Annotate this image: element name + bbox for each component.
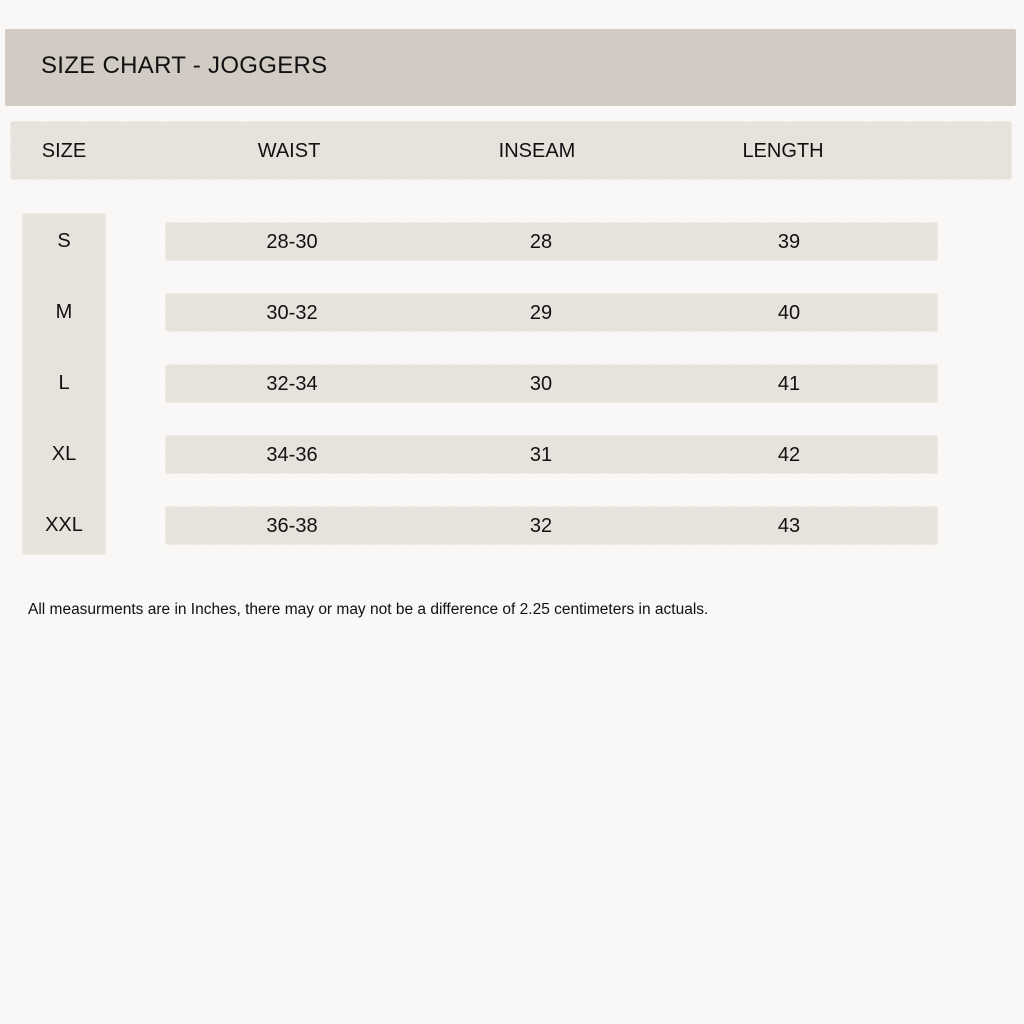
table-row	[165, 506, 938, 545]
length-cell: 40	[777, 302, 801, 324]
waist-cell: 30-32	[266, 302, 318, 324]
size-label-m: M	[55, 301, 73, 323]
measurement-note: All measurments are in Inches, there may or may not be a difference of 2.25 centimeters in actuals.	[28, 601, 709, 618]
waist-cell: 32-34	[266, 373, 318, 395]
waist-cell: 34-36	[266, 444, 318, 466]
column-header-waist: WAIST	[257, 140, 321, 162]
table-row	[165, 293, 938, 332]
length-cell: 43	[777, 515, 801, 537]
size-label-l: L	[58, 372, 70, 394]
table-row	[165, 364, 938, 403]
length-cell: 42	[777, 444, 801, 466]
size-label-s: S	[57, 230, 71, 252]
size-label-xl: XL	[51, 443, 77, 465]
table-header	[10, 121, 1012, 180]
table-row	[165, 222, 938, 261]
waist-cell: 28-30	[266, 231, 318, 253]
inseam-cell: 32	[529, 515, 553, 537]
table-row	[165, 435, 938, 474]
length-cell: 39	[777, 231, 801, 253]
length-cell: 41	[777, 373, 801, 395]
title-bar	[5, 29, 1016, 106]
inseam-cell: 28	[529, 231, 553, 253]
size-label-xxl: XXL	[45, 514, 83, 536]
column-header-inseam: INSEAM	[498, 140, 576, 162]
waist-cell: 36-38	[266, 515, 318, 537]
inseam-cell: 30	[529, 373, 553, 395]
size-column	[22, 213, 106, 555]
inseam-cell: 29	[529, 302, 553, 324]
inseam-cell: 31	[529, 444, 553, 466]
column-header-size: SIZE	[41, 140, 87, 162]
page-title: SIZE CHART - JOGGERS	[41, 52, 328, 79]
column-header-length: LENGTH	[742, 140, 824, 162]
